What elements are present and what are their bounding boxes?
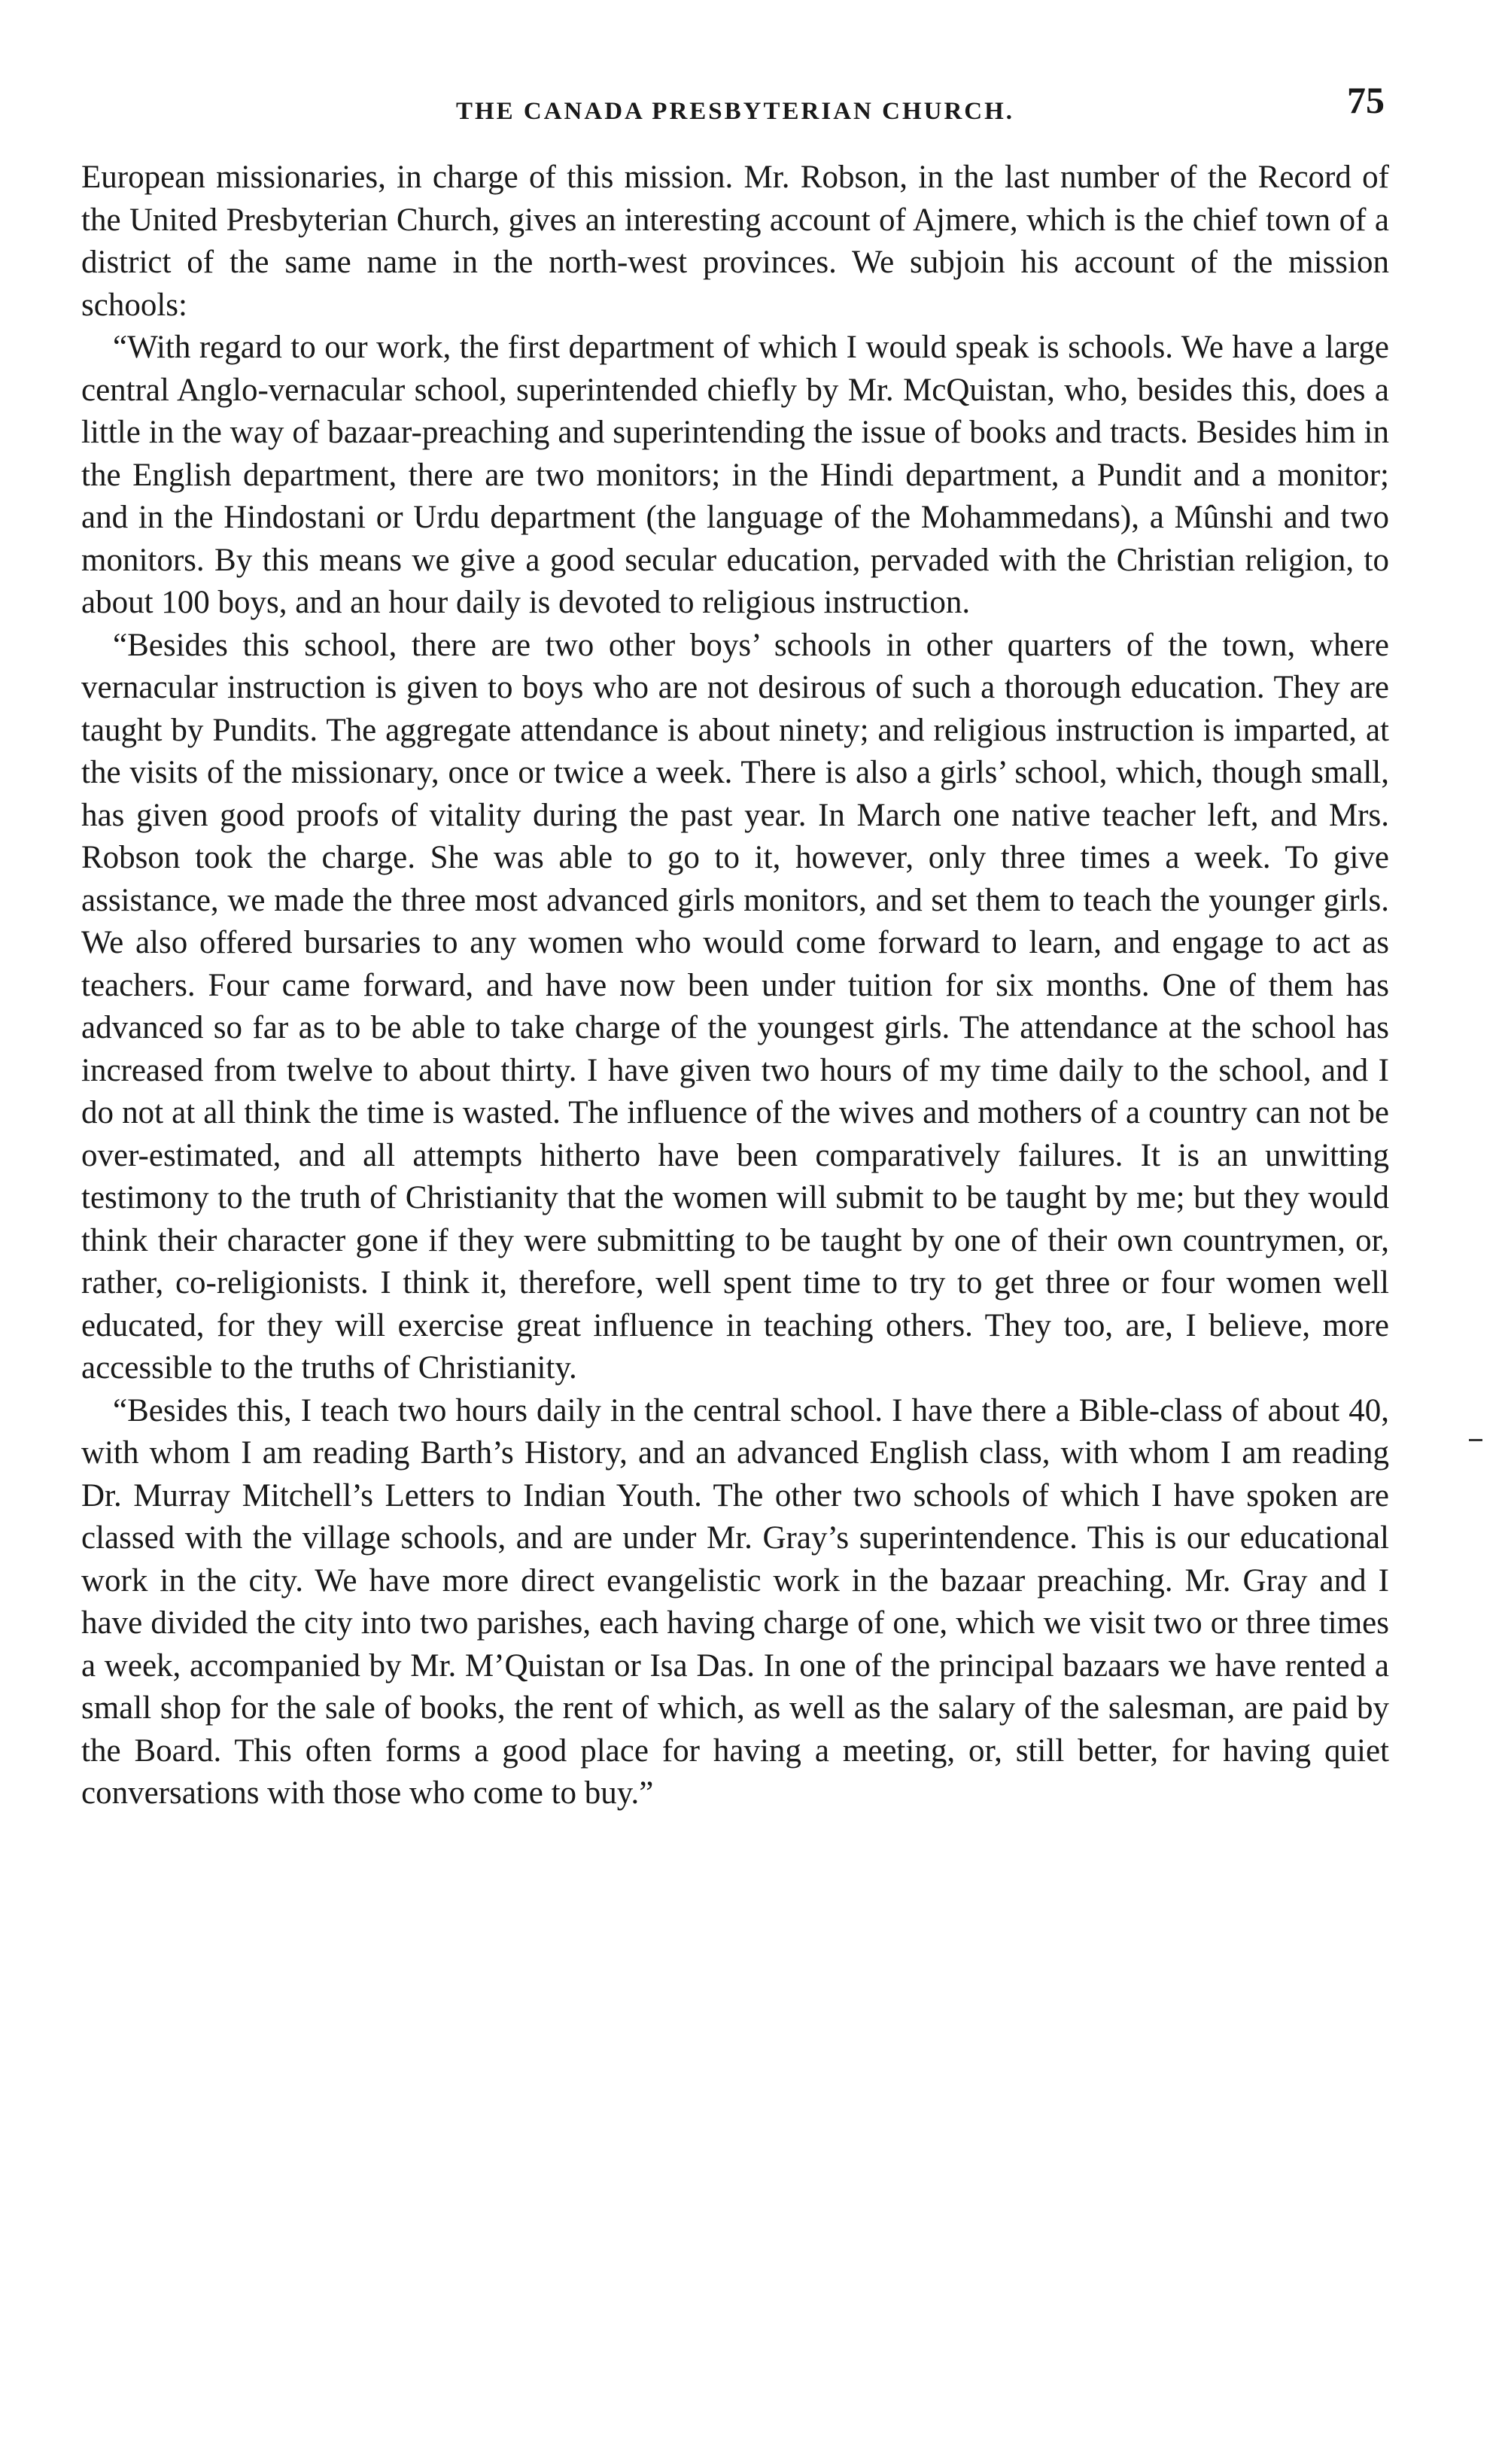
margin-mark (1469, 1439, 1482, 1441)
paragraph-1: European missionaries, in charge of this mission. Mr. Robson, in the last number of the Record of the United Presbyterian Church, gives an interesting account of Ajmere, which is the chief town of a district of the same name in the north-west provinces. We subjoin his account of the mission schools: (81, 160, 1389, 323)
body-text (81, 157, 1389, 1815)
page-header (81, 72, 1389, 141)
running-head: THE CANADA PRESBYTERIAN CHURCH. (455, 98, 1015, 125)
paragraph-4: “Besides this, I teach two hours daily in the central school. I have there a Bible-class of about 40, with whom I am reading Barth’s History, and an advanced English class, with whom I am reading Dr. Murray Mitchell’s Letters to Indian Youth. The other two schools of which I have spoken are classed with the village schools, and are under Mr. Gray’s superintendence. This is our educational work in the city. We have more direct evangelistic work in the bazaar preaching. Mr. Gray and I have divided the city into two parishes, each having charge of one, which we visit two or three times a week, accompanied by Mr. M’Quistan or Isa Das. In one of the principal bazaars we have rented a small shop for the sale of books, the rent of which, as well as the salary of the salesman, are paid by the Board. This often forms a good place for having a meeting, or, still better, for having quiet conversations with those who come to buy.” (81, 1392, 1389, 1811)
paragraph-2: “With regard to our work, the first department of which I would speak is schools. We have a large central Anglo-vernacular school, superintended chiefly by Mr. McQuistan, who, besides this, does a little in the way of bazaar-preaching and superintending the issue of books and tracts. Besides him in the English department, there are two monitors; in the Hindi department, a Pundit and a monitor; and in the Hindostani or Urdu department (the language of the Mohammedans), a Mûnshi and two monitors. By this means we give a good secular education, pervaded with the Christian religion, to about 100 boys, and an hour daily is devoted to religious instruction. (81, 330, 1389, 620)
paragraph-3: “Besides this school, there are two other boys’ schools in other quarters of the town, where vernacular instruction is given to boys who are not desirous of such a thorough education. They are taught by Pundits. The aggregate attendance is about ninety; and religious instruction is imparted, at the visits of the missionary, once or twice a week. There is also a girls’ school, which, though small, has given good proofs of vitality during the past year. In March one native teacher left, and Mrs. Robson took the charge. She was able to go to it, however, only three times a week. To give assistance, we made the three most advanced girls monitors, and set them to teach the younger girls. We also offered bursaries to any women who would come forward to learn, and engage to act as teachers. Four came forward, and have now been under tuition for six months. One of them has advanced so far as to be able to take charge of the youngest girls. The attendance at the school has increased from twelve to about thirty. I have given two hours of my time daily to the school, and I do not at all think the time is wasted. The influence of the wives and mothers of a country can not be over-estimated, and all attempts hitherto have been comparatively failures. It is an unwitting testimony to the truth of Christianity that the women will submit to be taught by me; but they would think their character gone if they were submitting to be taught by one of their own countrymen, or, rather, co-religionists. I think it, therefore, well spent time to try to get three or four women well educated, for they will exercise great influence in teaching others. They too, are, I believe, more accessible to the truths of Christianity. (81, 627, 1389, 1386)
page-number: 75 (1347, 79, 1385, 121)
book-page (81, 72, 1389, 1815)
